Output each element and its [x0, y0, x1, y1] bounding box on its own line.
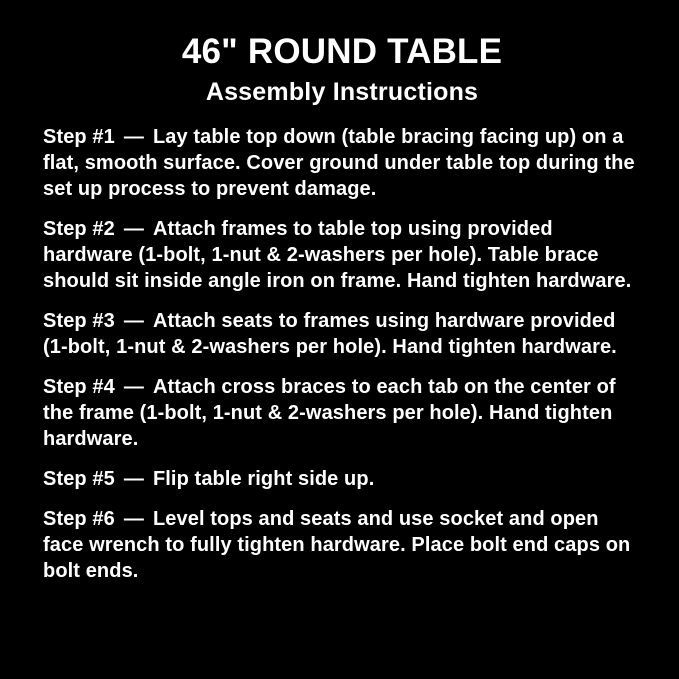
em-dash: — [123, 507, 144, 530]
step-item [43, 466, 641, 492]
em-dash: — [123, 467, 144, 490]
em-dash: — [123, 217, 144, 240]
step-text: Level tops and seats and use socket and open face wrench to fully tighten hardware. Place bolt end caps on bolt ends. [43, 507, 631, 582]
step-label: Step #6 [43, 507, 115, 530]
step-text: Attach seats to frames using hardware provided (1-bolt, 1-nut & 2-washers per hole). Hand tighten hardware. [43, 309, 617, 358]
step-item [43, 124, 641, 202]
poster-header [43, 34, 641, 107]
step-label: Step #1 [43, 125, 115, 148]
step-item [43, 216, 641, 294]
instructions-list [43, 124, 641, 584]
step-label: Step #5 [43, 467, 115, 490]
step-label: Step #4 [43, 375, 115, 398]
step-label: Step #3 [43, 309, 115, 332]
em-dash: — [123, 125, 144, 148]
page-title: 46" ROUND TABLE [181, 32, 503, 71]
em-dash: — [123, 309, 144, 332]
step-text: Flip table right side up. [152, 467, 375, 490]
page-subtitle: Assembly Instructions [205, 78, 479, 106]
step-item [43, 308, 641, 360]
step-item [43, 374, 641, 452]
step-text: Attach frames to table top using provided hardware (1-bolt, 1-nut & 2-washers per hole). Table brace should sit inside angle iron on frame. Hand tighten hardware. [43, 217, 632, 292]
step-text: Lay table top down (table bracing facing up) on a flat, smooth surface. Cover ground under table top during the set up process to prevent damage. [43, 125, 635, 200]
em-dash: — [123, 375, 144, 398]
step-text: Attach cross braces to each tab on the center of the frame (1-bolt, 1-nut & 2-washers per hole). Hand tighten hardware. [43, 375, 616, 450]
step-label: Step #2 [43, 217, 115, 240]
step-item [43, 506, 641, 584]
